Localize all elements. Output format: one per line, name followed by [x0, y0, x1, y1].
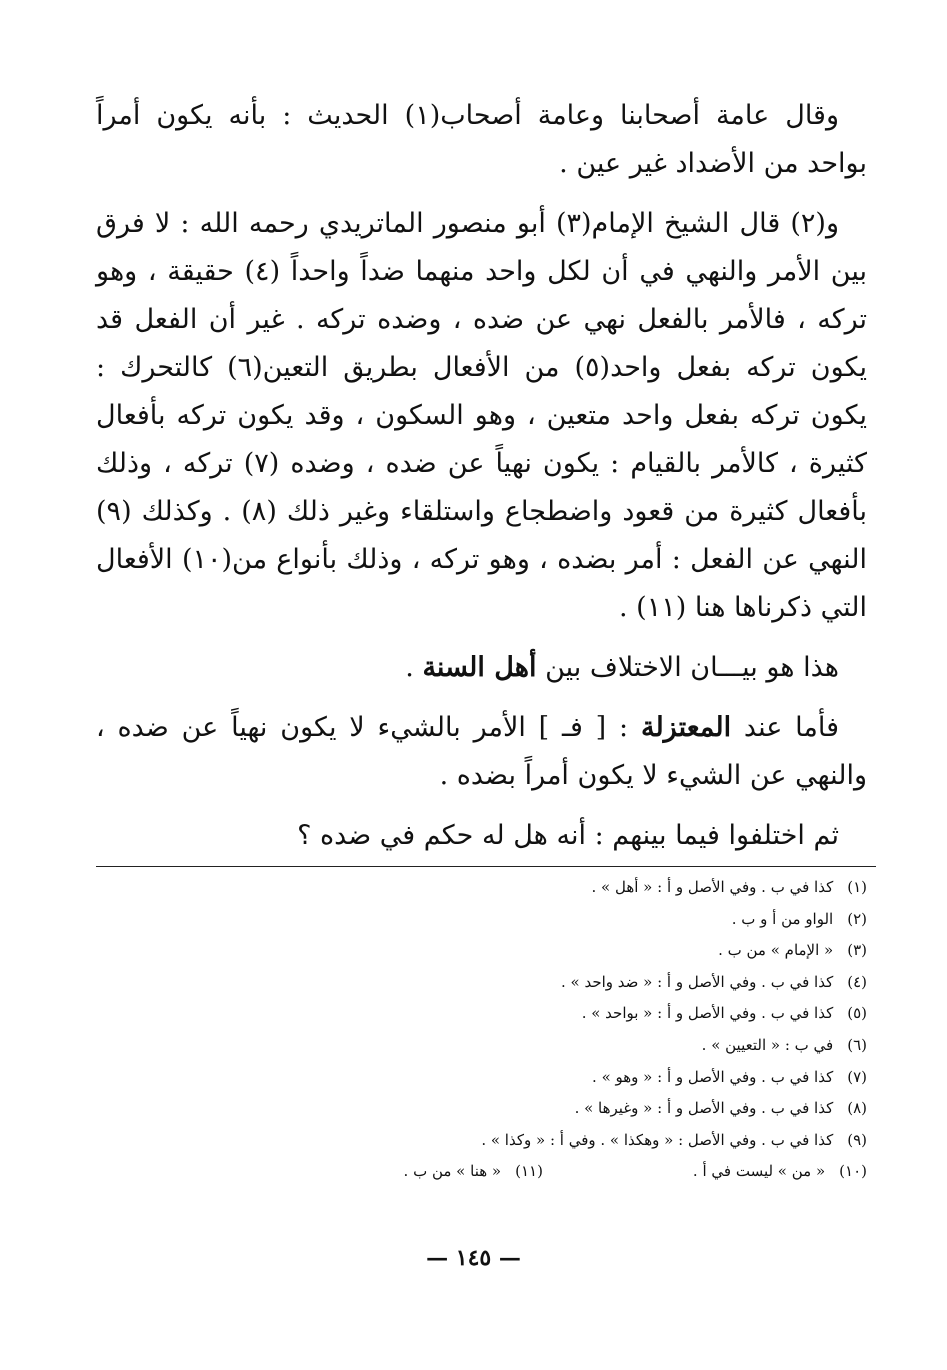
paragraph-2: و(٢) قال الشيخ الإمام(٣) أبو منصور الماتريدي رحمه الله : لا فرق بين الأمر والنهي في أن لكل واحد منهما ضداً واحداً (٤) حقيقة ، وهو تركه ، فالأمر بالفعل نهي عن ضده ، وضده تركه . غير أن الفعل قد يكون تركه بفعل واحد(٥) من الأفعال بطريق التعين(٦) كالتحرك : يكون تركه بفعل واحد متعين ، وهو السكون ، وقد يكون تركه بأفعال كثيرة ، كالأمر بالقيام : يكون نهياً عن ضده ، وضده (٧) تركه ، وذلك بأفعال كثيرة من قعود واضطجاع واستلقاء وغير ذلك (٨) . وكذلك (٩) النهي عن الفعل : أمر بضده ، وهو تركه ، وذلك بأنواع من(١٠) الأفعال التي ذكرناها هنا (١١) .: [96, 208, 867, 623]
footnote-9: [96, 1125, 867, 1157]
footnote-5: [96, 998, 867, 1030]
footnotes: [96, 872, 867, 1188]
footnote-text: كذا في ب . وفي الأصل : « وهكذا » . وفي أ : « وكذا » .: [481, 1130, 834, 1149]
footnote-text: الواو من أ و ب .: [731, 909, 834, 928]
footnote-text: في ب : « التعيين » .: [701, 1035, 834, 1054]
page-number: — ١٤٥ —: [426, 1245, 521, 1271]
footnote-text: « الإمام » من ب .: [718, 941, 834, 960]
footnote-text: كذا في ب . وفي الأصل و أ : « وهو » .: [592, 1067, 834, 1086]
footnote-11: [404, 1156, 543, 1188]
footnote-number: (٥): [847, 1004, 867, 1023]
footnote-3: [96, 935, 867, 967]
footnote-text: كذا في ب . وفي الأصل و أ : « وغيرها » .: [574, 1099, 834, 1118]
footnote-number: (١٠): [839, 1162, 867, 1181]
footnote-number: (٦): [847, 1035, 867, 1054]
footnote-2: [96, 904, 867, 936]
footnote-text: كذا في ب . وفي الأصل و أ : « أهل » .: [591, 878, 834, 896]
footnote-text: « هنا » من ب .: [403, 1162, 502, 1181]
paragraph-3-text: هذا هو بيـــان الاختلاف بين أهل السنة .: [405, 652, 839, 683]
emphasized-term: المعتزلة: [640, 712, 732, 743]
footnote-number: (٣): [847, 941, 867, 960]
footnote-7: [96, 1062, 867, 1094]
paragraph-1: وقال عامة أصحابنا وعامة أصحاب(١) الحديث : بأنه يكون أمراً بواحد من الأضداد غير عين .: [96, 100, 867, 179]
footnote-6: [96, 1030, 867, 1062]
paragraph-5: ثم اختلفوا فيما بينهم : أنه هل له حكم في ضده ؟: [297, 820, 839, 851]
footnote-8: [96, 1093, 867, 1125]
main-text: [96, 92, 867, 872]
footnote-number: (٢): [847, 909, 867, 928]
footnote-4: [96, 967, 867, 999]
footnote-number: (٧): [847, 1067, 867, 1086]
footnote-number: (٤): [847, 972, 867, 991]
footnote-text: كذا في ب . وفي الأصل و أ : « بواحد » .: [581, 1004, 834, 1023]
footnote-number: (٩): [847, 1130, 867, 1149]
footnote-number: (١١): [515, 1162, 543, 1181]
footnote-text: « من » ليست في أ .: [692, 1162, 826, 1181]
footnote-1: [96, 872, 867, 904]
paragraph-4: فأما عند المعتزلة : [ فـ ] الأمر بالشيء لا يكون نهياً عن ضده ، والنهي عن الشيء لا يكون أمراً بضده .: [96, 712, 867, 791]
footnote-10: [693, 1156, 867, 1188]
footnote-number: (١): [847, 878, 867, 896]
paragraph-3: [96, 644, 867, 692]
footnote-separator: [96, 866, 876, 867]
footnote-text: كذا في ب . وفي الأصل و أ : « ضد واحد » .: [560, 972, 834, 991]
footnote-row-10-11: [96, 1156, 867, 1188]
emphasized-term: أهل السنة: [422, 652, 537, 683]
footnote-number: (٨): [847, 1099, 867, 1118]
